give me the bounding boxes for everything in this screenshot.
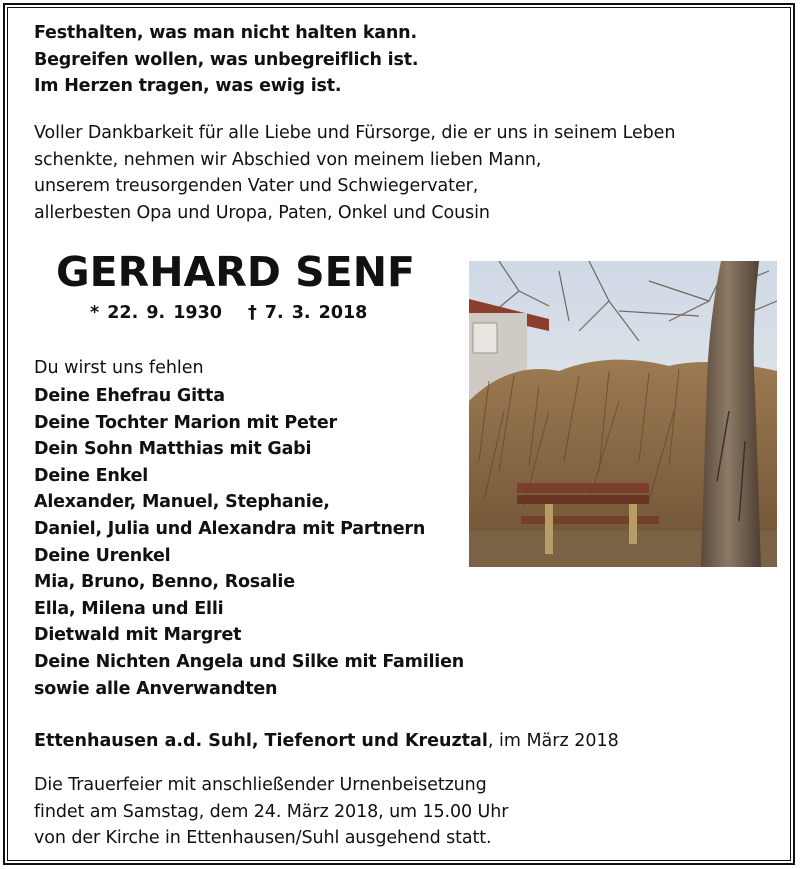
family-line: Dein Sohn Matthias mit Gabi <box>34 439 312 460</box>
motto-verse <box>34 20 418 100</box>
intro-line: unserem treusorgenden Vater und Schwiegervater, <box>34 176 479 196</box>
motto-line: Im Herzen tragen, was ewig ist. <box>34 76 342 96</box>
family-line: Dietwald mit Margret <box>34 625 242 646</box>
family-line: Deine Nichten Angela und Silke mit Familien <box>34 651 465 672</box>
place-date: , im März 2018 <box>487 731 619 751</box>
family-line: Deine Enkel <box>34 465 149 486</box>
place-names: Ettenhausen a.d. Suhl, Tiefenort und Kreuztal <box>34 731 488 751</box>
death-date: † 7. 3. 2018 <box>247 303 368 323</box>
intro-text <box>34 120 675 226</box>
bench-tree-photo <box>469 261 777 567</box>
life-dates <box>90 303 367 323</box>
family-line: sowie alle Anverwandten <box>34 678 278 699</box>
birth-date: * 22. 9. 1930 <box>90 303 222 323</box>
family-line: Deine Ehefrau Gitta <box>34 386 225 406</box>
family-list <box>34 383 464 702</box>
family-line: Deine Urenkel <box>34 545 171 566</box>
motto-line: Begreifen wollen, was unbegreiflich ist. <box>34 49 419 70</box>
ceremony-line: von der Kirche in Ettenhausen/Suhl ausgehend statt. <box>34 828 492 848</box>
ceremony-text <box>34 772 508 852</box>
family-line: Alexander, Manuel, Stephanie, <box>34 492 330 513</box>
intro-line: allerbesten Opa und Uropa, Paten, Onkel und Cousin <box>34 202 490 223</box>
ceremony-line: Die Trauerfeier mit anschließender Urnenbeisetzung <box>34 775 487 795</box>
miss-line: Du wirst uns fehlen <box>34 358 204 378</box>
intro-line: schenkte, nehmen wir Abschied von meinem lieben Mann, <box>34 149 542 170</box>
family-line: Deine Tochter Marion mit Peter <box>34 412 337 433</box>
family-line: Mia, Bruno, Benno, Rosalie <box>34 572 295 593</box>
family-line: Daniel, Julia und Alexandra mit Partnern <box>34 518 426 539</box>
motto-line: Festhalten, was man nicht halten kann. <box>34 23 417 43</box>
deceased-name: GERHARD SENF <box>56 248 416 296</box>
place-date-line <box>34 728 619 754</box>
ceremony-line: findet am Samstag, dem 24. März 2018, um 15.00 Uhr <box>34 801 509 822</box>
family-line: Ella, Milena und Elli <box>34 598 224 619</box>
window <box>473 323 497 353</box>
intro-line: Voller Dankbarkeit für alle Liebe und Fürsorge, die er uns in seinem Leben <box>34 123 676 143</box>
